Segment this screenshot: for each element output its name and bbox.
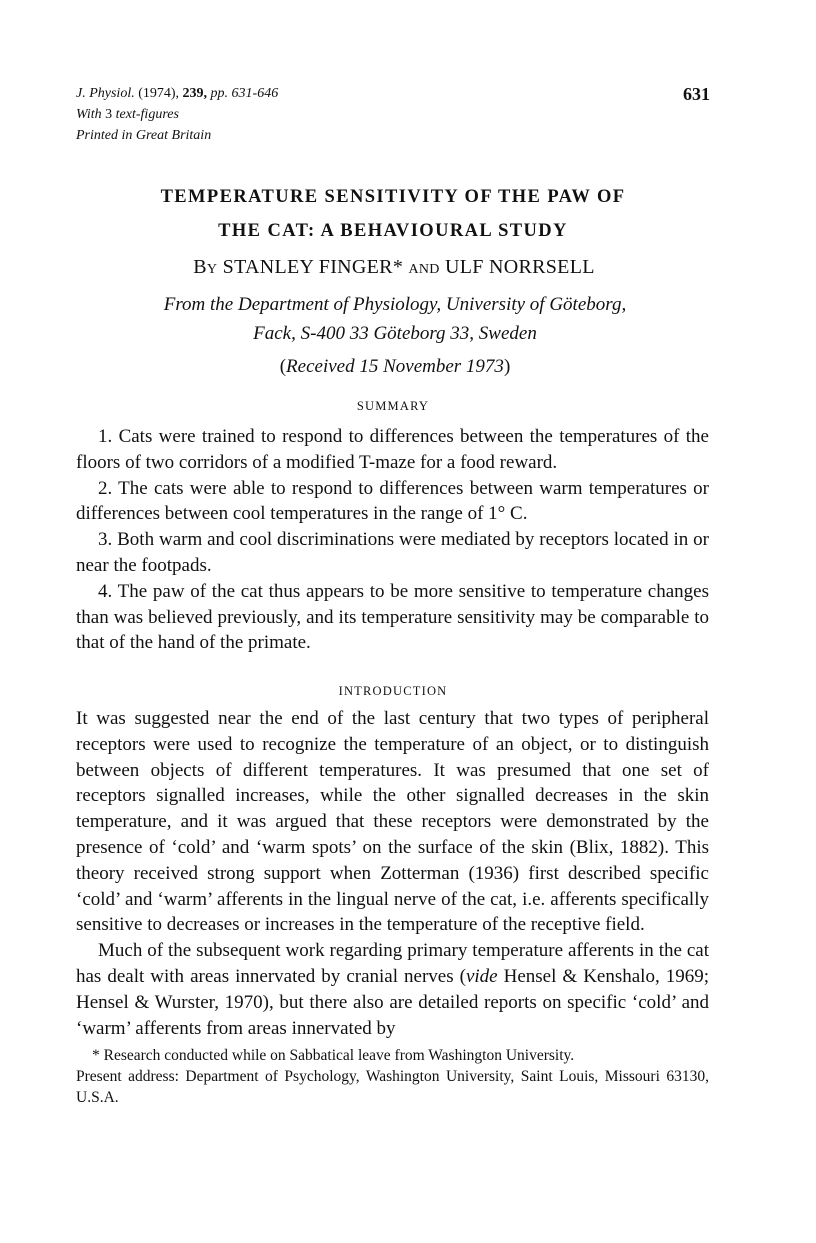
summary-item-2: 2. The cats were able to respond to differences between warm temperatures or differences between cool temperatures in the range of 1° C. — [76, 477, 709, 525]
author-1: STANLEY FINGER* — [222, 256, 404, 278]
received-close-paren: ) — [503, 356, 511, 377]
by-initial: B — [193, 256, 207, 278]
journal-pages: pp. 631-646 — [210, 86, 279, 101]
author-line — [0, 256, 788, 279]
affiliation-line-2: Fack, S-400 33 Göteborg 33, Sweden — [253, 323, 537, 344]
footnote-line-2: Present address: Department of Psychology, Washington University, Saint Louis, Missouri 63130, U.S.A. — [76, 1068, 709, 1106]
intro-p2-after: Hensel & Kenshalo, 1969; Hensel & Wurster, 1970), but there also are detailed reports on specific ‘cold’ and ‘warm’ afferents from areas innervated by — [76, 965, 709, 1039]
title-line-2: THE CAT: A BEHAVIOURAL STUDY — [218, 221, 568, 241]
introduction-heading: INTRODUCTION — [338, 684, 448, 698]
citation-line — [76, 83, 710, 104]
by-rest: Y — [206, 262, 218, 277]
running-header — [76, 83, 710, 146]
intro-paragraph-1: It was suggested near the end of the last century that two types of peripheral receptors were used to recognize the temperature of an object, or to distinguish between objects of different temperatures. It was presumed that one set of receptors signalled increases, while the other signalled decreases in the skin temperature, and it was argued that these receptors were demonstrated by the presence of ‘cold’ and ‘warm spots’ on the surface of the skin (Blix, 1882). This theory received strong support when Zotterman (1936) first described specific ‘cold’ and ‘warm’ afferents in the lingual nerve of the cat, i.e. afferents specifically sensitive to decreases or increases in the temperature of the receptive field. — [76, 708, 709, 936]
summary-item-1: 1. Cats were trained to respond to differences between the temperatures of the floors of two corridors of a modified T-maze for a food reward. — [76, 426, 709, 473]
figures-count: 3 — [105, 107, 113, 122]
received-date — [0, 356, 790, 378]
figures-prefix: With — [76, 107, 102, 122]
summary-item-4: 4. The paw of the cat thus appears to be more sensitive to temperature changes than was believed previously, and its temperature sensitivity may be comparable to that of the hand of the primate. — [76, 580, 709, 654]
journal-name: J. Physiol. — [76, 86, 135, 101]
figures-line — [76, 104, 710, 125]
affiliation-line-1: From the Department of Physiology, University of Göteborg, — [163, 294, 627, 315]
footnote — [76, 1045, 709, 1108]
received-text: Received 15 November 1973 — [286, 356, 504, 377]
author-2: ULF NORRSELL — [445, 256, 595, 278]
intro-p2-before: Much of the subsequent work regarding primary temperature afferents in the cat has dealt with areas innervated by cranial nerves ( — [76, 940, 709, 987]
received-open-paren: ( — [279, 356, 287, 377]
article-title — [0, 180, 786, 248]
journal-year: (1974), — [138, 86, 180, 101]
title-line-1: TEMPERATURE SENSITIVITY OF THE PAW OF — [160, 187, 626, 207]
and-word: AND — [408, 262, 440, 277]
journal-volume: 239, — [182, 86, 208, 101]
summary-body — [76, 424, 709, 656]
intro-paragraph-2 — [76, 938, 709, 1041]
printed-line: Printed in Great Britain — [76, 128, 212, 143]
intro-p2-vide: vide — [465, 965, 498, 987]
footnote-line-1: * Research conducted while on Sabbatical leave from Washington University. — [92, 1047, 575, 1064]
summary-item-3: 3. Both warm and cool discriminations were mediated by receptors located in or near the footpads. — [76, 529, 709, 576]
introduction-body — [76, 706, 709, 1041]
page-number: 631 — [683, 84, 710, 104]
figures-suffix: text-figures — [115, 107, 179, 122]
summary-heading: SUMMARY — [356, 399, 430, 413]
affiliation — [0, 290, 790, 348]
